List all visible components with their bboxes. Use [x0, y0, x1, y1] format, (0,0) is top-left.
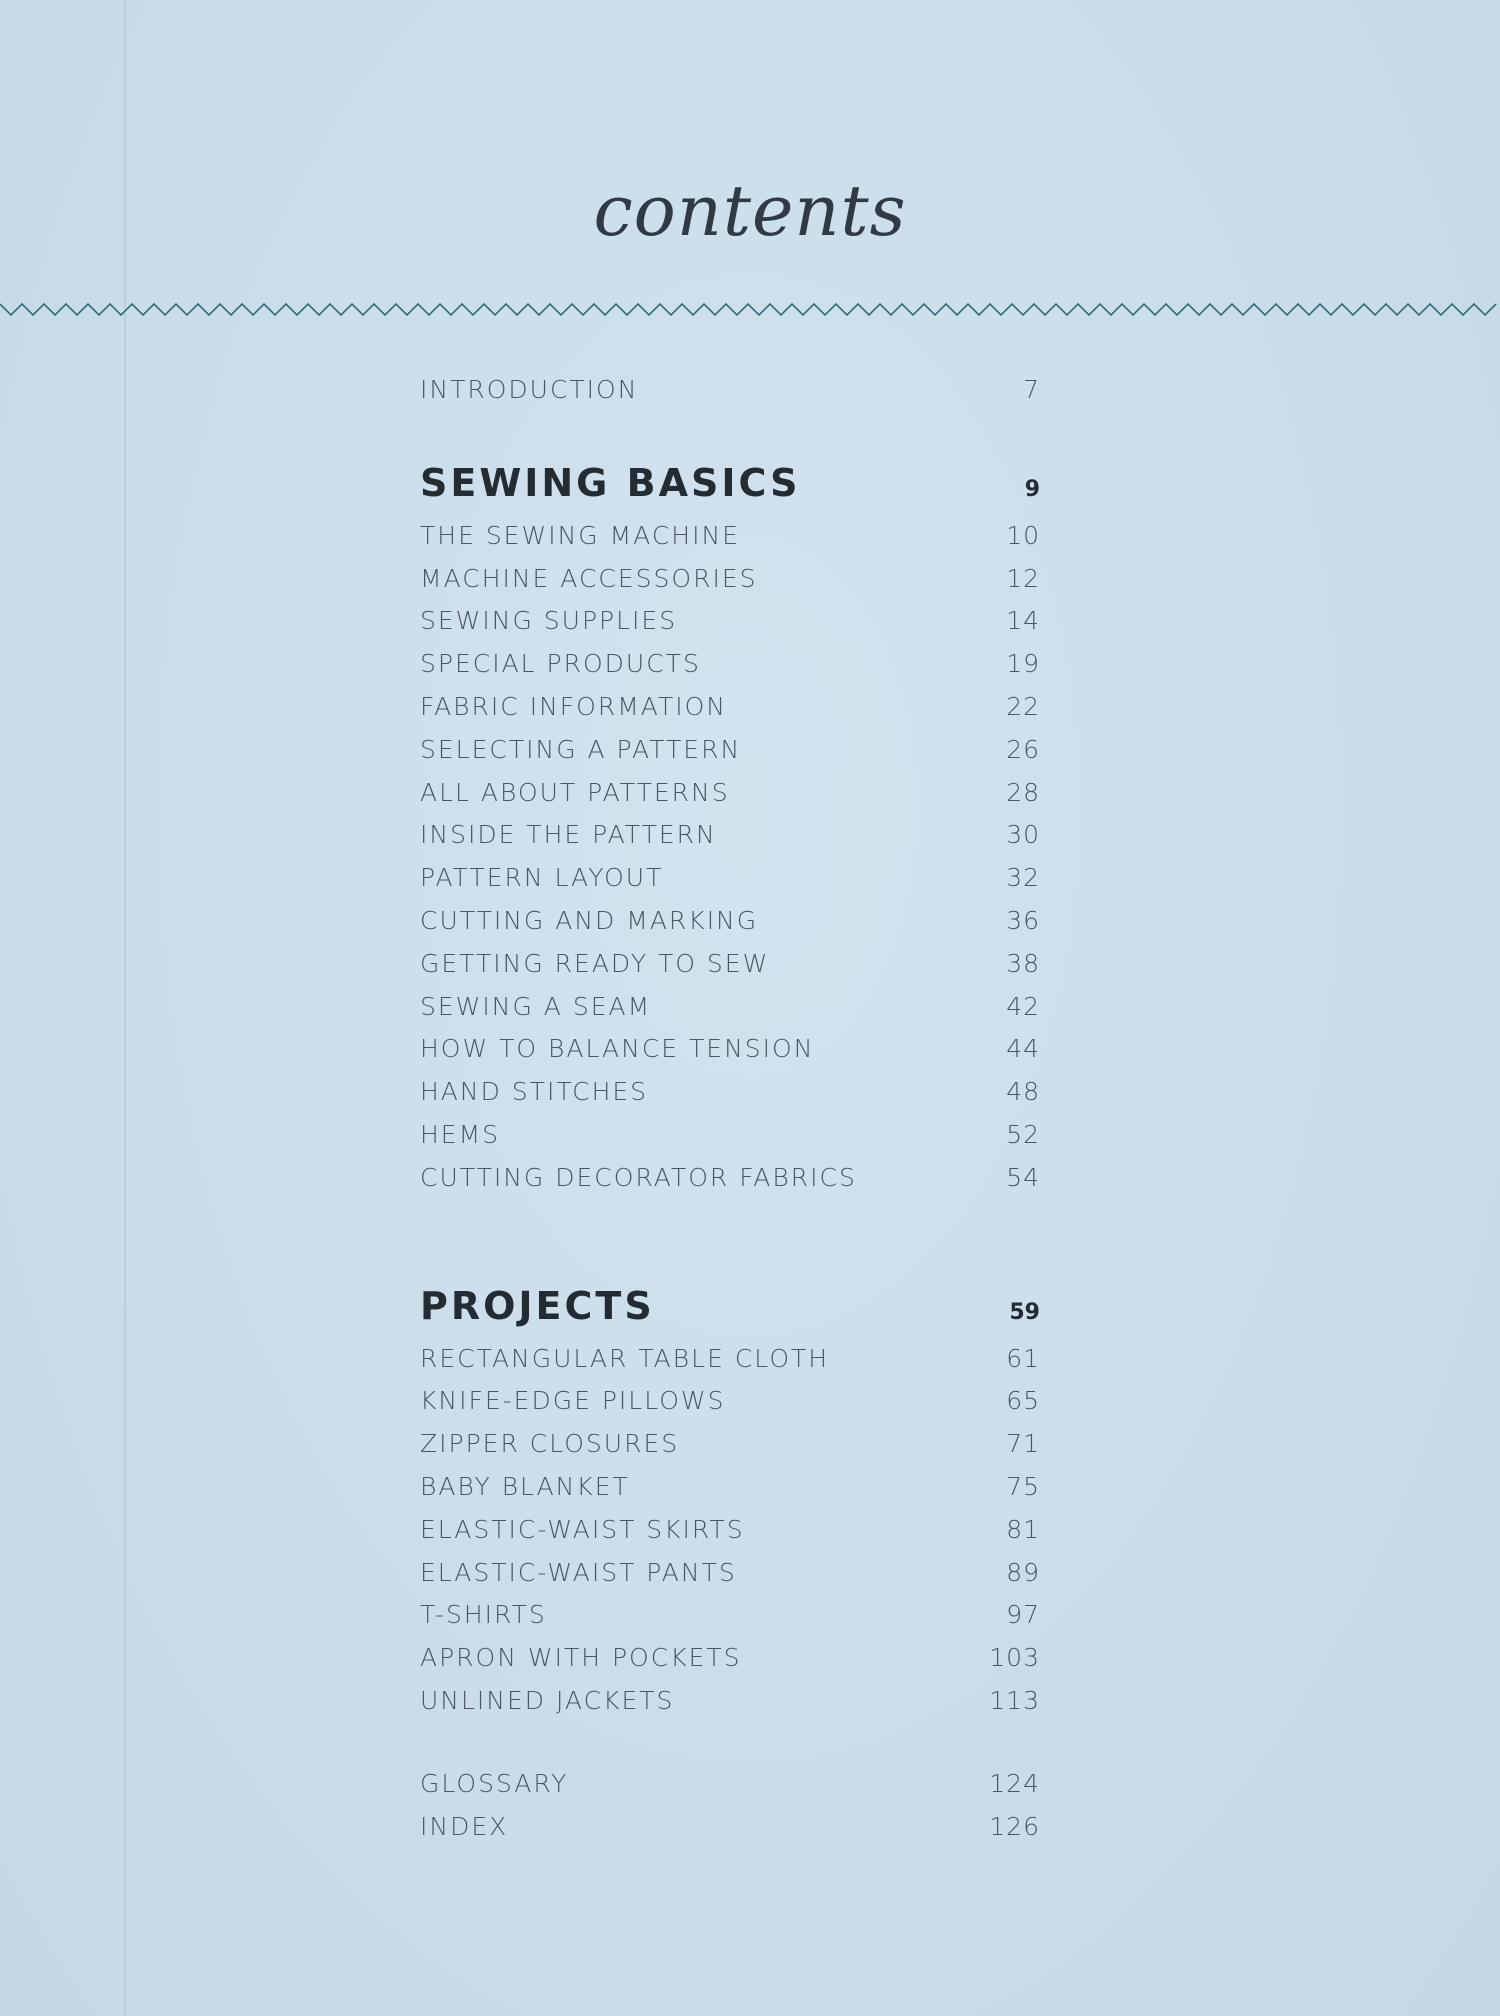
toc-entry[interactable] — [420, 1472, 1040, 1515]
toc-entry-label: FABRIC INFORMATION — [420, 691, 727, 721]
toc-entry[interactable] — [420, 1163, 1040, 1206]
page-title: contents — [593, 170, 907, 252]
toc-entry-page: 22 — [1006, 691, 1040, 721]
toc-entry-label: ELASTIC-WAIST PANTS — [420, 1557, 737, 1587]
toc-entry-label: RECTANGULAR TABLE CLOTH — [420, 1343, 830, 1373]
toc-entry-label: GLOSSARY — [420, 1768, 569, 1798]
toc-entry[interactable] — [420, 1558, 1040, 1601]
toc-entry-label: UNLINED JACKETS — [420, 1685, 675, 1715]
toc-entry-label: SEWING SUPPLIES — [420, 606, 678, 636]
toc-entry[interactable] — [420, 1643, 1040, 1686]
toc-entry-page: 42 — [1006, 991, 1040, 1021]
toc-entry-page: 38 — [1006, 948, 1040, 978]
toc-entry-page: 30 — [1006, 820, 1040, 850]
toc-entry[interactable] — [420, 735, 1040, 778]
sewing-basics-list — [420, 521, 1040, 1206]
section-heading-projects[interactable] — [420, 1284, 1040, 1344]
toc-entry[interactable] — [420, 649, 1040, 692]
toc-entry-page: 52 — [1006, 1119, 1040, 1149]
toc-entry-label: ZIPPER CLOSURES — [420, 1429, 680, 1459]
toc-entry-label: INSIDE THE PATTERN — [420, 820, 717, 850]
toc-entry[interactable] — [420, 1034, 1040, 1077]
toc-entry-page: 81 — [1006, 1514, 1040, 1544]
toc-entry-label: THE SEWING MACHINE — [420, 520, 740, 550]
toc-entry[interactable] — [420, 1386, 1040, 1429]
toc-entry-label: INTRODUCTION — [420, 375, 639, 404]
toc-entry-page: 89 — [1006, 1557, 1040, 1587]
toc-entry-label: SEWING A SEAM — [420, 991, 652, 1021]
toc-entry-label: INDEX — [420, 1811, 509, 1841]
toc-entry-page: 61 — [1006, 1343, 1040, 1373]
toc-entry-label: CUTTING AND MARKING — [420, 905, 759, 935]
toc-entry[interactable] — [420, 1812, 1040, 1855]
toc-entry-label: PATTERN LAYOUT — [420, 863, 664, 893]
toc-entry[interactable] — [420, 1769, 1040, 1812]
toc-entry[interactable] — [420, 1120, 1040, 1163]
toc-entry-page: 75 — [1006, 1471, 1040, 1501]
toc-entry-page: 124 — [989, 1768, 1040, 1798]
toc-entry-label: ALL ABOUT PATTERNS — [420, 777, 730, 807]
toc-entry-page: 12 — [1006, 563, 1040, 593]
toc-entry-label: HAND STITCHES — [420, 1077, 649, 1107]
table-of-contents — [420, 375, 1040, 1854]
toc-entry-label: BABY BLANKET — [420, 1471, 630, 1501]
section-heading-label: PROJECTS — [420, 1283, 655, 1328]
toc-entry[interactable] — [420, 1077, 1040, 1120]
toc-entry[interactable] — [420, 863, 1040, 906]
section-heading-sewing-basics[interactable] — [420, 461, 1040, 521]
toc-entry-label: CUTTING DECORATOR FABRICS — [420, 1162, 857, 1192]
toc-entry[interactable] — [420, 1686, 1040, 1729]
toc-entry[interactable] — [420, 521, 1040, 564]
toc-entry-page: 54 — [1006, 1162, 1040, 1192]
toc-entry-page: 10 — [1006, 520, 1040, 550]
section-heading-label: SEWING BASICS — [420, 460, 801, 505]
section-heading-page: 9 — [1024, 476, 1040, 502]
toc-entry-page: 65 — [1006, 1386, 1040, 1416]
toc-entry-label: T-SHIRTS — [420, 1600, 547, 1630]
toc-entry-page: 103 — [989, 1643, 1040, 1673]
toc-entry-page: 36 — [1006, 905, 1040, 935]
toc-entry[interactable] — [420, 778, 1040, 821]
toc-entry-label: ELASTIC-WAIST SKIRTS — [420, 1514, 745, 1544]
toc-entry[interactable] — [420, 1515, 1040, 1558]
toc-entry-label: KNIFE-EDGE PILLOWS — [420, 1386, 726, 1416]
toc-entry[interactable] — [420, 949, 1040, 992]
toc-entry-introduction[interactable] — [420, 375, 1040, 418]
projects-list — [420, 1344, 1040, 1729]
toc-entry-label: SELECTING A PATTERN — [420, 734, 742, 764]
toc-entry[interactable] — [420, 692, 1040, 735]
toc-entry-page: 28 — [1006, 777, 1040, 807]
toc-entry-label: HEMS — [420, 1119, 501, 1149]
toc-entry[interactable] — [420, 906, 1040, 949]
toc-entry-page: 97 — [1006, 1600, 1040, 1630]
toc-entry-page: 126 — [989, 1811, 1040, 1841]
toc-entry[interactable] — [420, 564, 1040, 607]
toc-entry-page: 19 — [1006, 649, 1040, 679]
toc-entry[interactable] — [420, 1429, 1040, 1472]
toc-entry[interactable] — [420, 606, 1040, 649]
section-heading-page: 59 — [1009, 1299, 1040, 1325]
toc-entry[interactable] — [420, 1600, 1040, 1643]
toc-entry-label: GETTING READY TO SEW — [420, 948, 770, 978]
zigzag-stitch-divider — [0, 300, 1500, 320]
toc-entry-page: 7 — [1023, 375, 1040, 404]
back-matter-list — [420, 1769, 1040, 1855]
toc-entry[interactable] — [420, 820, 1040, 863]
toc-entry-label: MACHINE ACCESSORIES — [420, 563, 758, 593]
toc-entry-label: SPECIAL PRODUCTS — [420, 649, 701, 679]
toc-entry-page: 113 — [989, 1685, 1040, 1715]
toc-entry-page: 71 — [1006, 1429, 1040, 1459]
toc-entry-page: 44 — [1006, 1034, 1040, 1064]
toc-entry-label: HOW TO BALANCE TENSION — [420, 1034, 815, 1064]
toc-entry[interactable] — [420, 992, 1040, 1035]
toc-entry-page: 32 — [1006, 863, 1040, 893]
toc-entry-page: 14 — [1006, 606, 1040, 636]
toc-entry-label: APRON WITH POCKETS — [420, 1643, 742, 1673]
toc-entry-page: 26 — [1006, 734, 1040, 764]
toc-entry-page: 48 — [1006, 1077, 1040, 1107]
toc-entry[interactable] — [420, 1344, 1040, 1387]
